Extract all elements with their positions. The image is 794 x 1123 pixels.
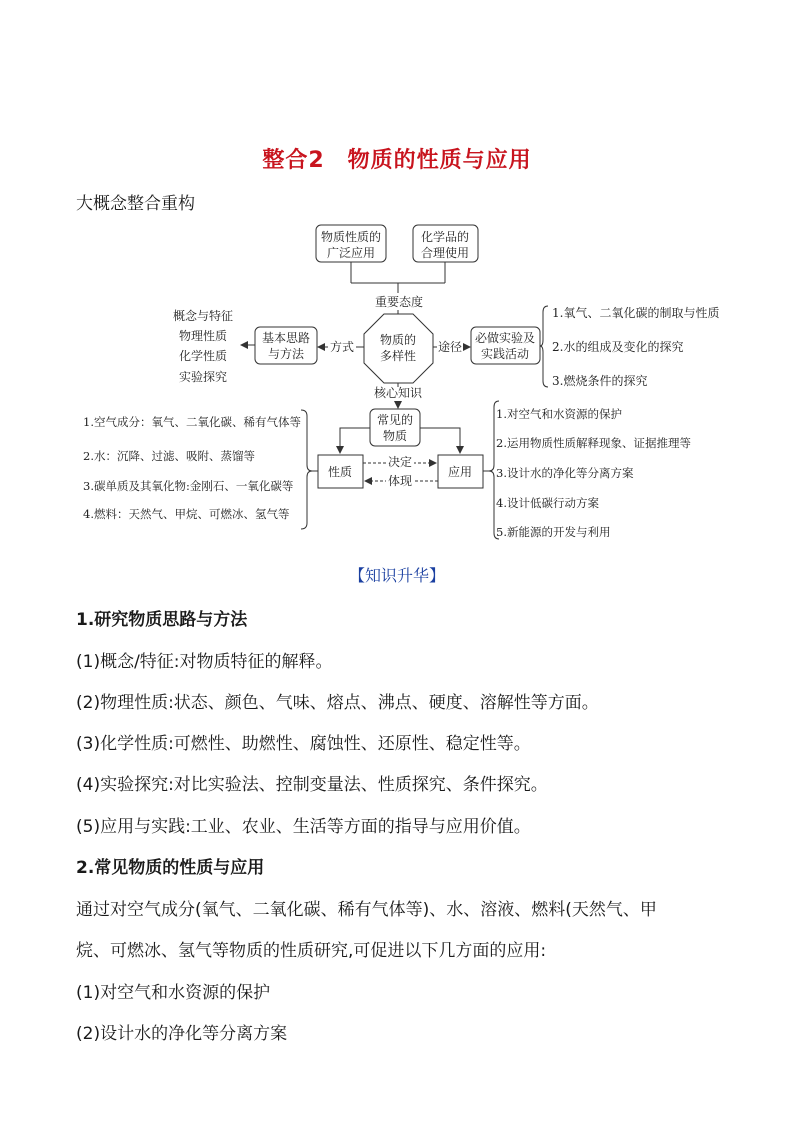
section1-item-2: (2)物理性质:状态、颜色、气味、熔点、沸点、硬度、溶解性等方面。	[76, 693, 599, 713]
box-required-experiments-line1: 必做实验及	[474, 331, 536, 345]
property-list-1: 1.空气成分：氧气、二氧化碳、稀有气体等	[83, 415, 301, 429]
section2-intro-line1: 通过对空气成分(氧气、二氧化碳、稀有气体等)、水、溶液、燃料(天然气、甲	[76, 900, 657, 920]
method-label: 方式	[329, 340, 355, 354]
core-knowledge-label: 核心知识	[373, 386, 423, 400]
box-basic-approach-line1: 基本思路	[261, 331, 311, 345]
center-line2: 多样性	[379, 349, 417, 363]
route-label: 途径	[437, 340, 463, 354]
left-list-2: 物理性质	[178, 329, 228, 343]
box-wide-application-line2: 广泛应用	[326, 246, 376, 260]
property-list-2: 2.水：沉降、过滤、吸附、蒸馏等	[83, 449, 255, 463]
right-list-2: 2.水的组成及变化的探究	[552, 340, 684, 354]
section1-item-5: (5)应用与实践:工业、农业、生活等方面的指导与应用价值。	[76, 817, 531, 837]
section2-item-2: (2)设计水的净化等分离方案	[76, 1024, 288, 1044]
section1-item-3: (3)化学性质:可燃性、助燃性、腐蚀性、还原性、稳定性等。	[76, 734, 531, 754]
box-common-substances-line1: 常见的	[376, 413, 414, 427]
reflect-label: 体现	[387, 474, 413, 488]
section1-heading: 1.研究物质思路与方法	[76, 610, 248, 630]
box-required-experiments-line2: 实践活动	[480, 347, 530, 361]
application-list-1: 1.对空气和水资源的保护	[496, 407, 622, 421]
application-list-5: 5.新能源的开发与利用	[496, 525, 611, 539]
section2-intro-line2: 烷、可燃冰、氢气等物质的性质研究,可促进以下几方面的应用:	[76, 941, 547, 961]
application-list-2: 2.运用物质性质解释现象、证据推理等	[496, 436, 691, 450]
application-list-4: 4.设计低碳行动方案	[496, 496, 599, 510]
section-label: 大概念整合重构	[76, 194, 195, 214]
section2-item-1: (1)对空气和水资源的保护	[76, 983, 271, 1003]
attitude-label: 重要态度	[374, 295, 424, 309]
left-list-4: 实验探究	[178, 370, 228, 384]
right-list-1: 1.氧气、二氧化碳的制取与性质	[552, 306, 720, 320]
section1-item-1: (1)概念/特征:对物质特征的解释。	[76, 652, 333, 672]
left-list-3: 化学性质	[178, 349, 228, 363]
box-common-substances-line2: 物质	[382, 429, 408, 443]
box-property-text: 性质	[327, 465, 353, 479]
knowledge-upgrade-label: 【知识升华】	[348, 566, 445, 585]
center-line1: 物质的	[379, 333, 417, 347]
property-list-3: 3.碳单质及其氧化物:金刚石、一氧化碳等	[83, 479, 294, 493]
right-list-3: 3.燃烧条件的探究	[552, 374, 648, 388]
box-rational-use-line1: 化学品的	[420, 230, 470, 244]
box-rational-use-line2: 合理使用	[420, 246, 470, 260]
left-list-1: 概念与特征	[172, 309, 234, 323]
property-list-4: 4.燃料：天然气、甲烷、可燃冰、氢气等	[83, 507, 290, 521]
box-application-text: 应用	[447, 465, 473, 479]
decide-label: 决定	[387, 455, 413, 469]
section2-heading: 2.常见物质的性质与应用	[76, 858, 265, 878]
concept-diagram	[0, 215, 794, 550]
application-list-3: 3.设计水的净化等分离方案	[496, 466, 634, 480]
box-wide-application-line1: 物质性质的	[320, 230, 382, 244]
box-basic-approach-line2: 与方法	[267, 347, 305, 361]
section1-item-4: (4)实验探究:对比实验法、控制变量法、性质探究、条件探究。	[76, 775, 548, 795]
page-title: 整合2 物质的性质与应用	[262, 148, 532, 173]
